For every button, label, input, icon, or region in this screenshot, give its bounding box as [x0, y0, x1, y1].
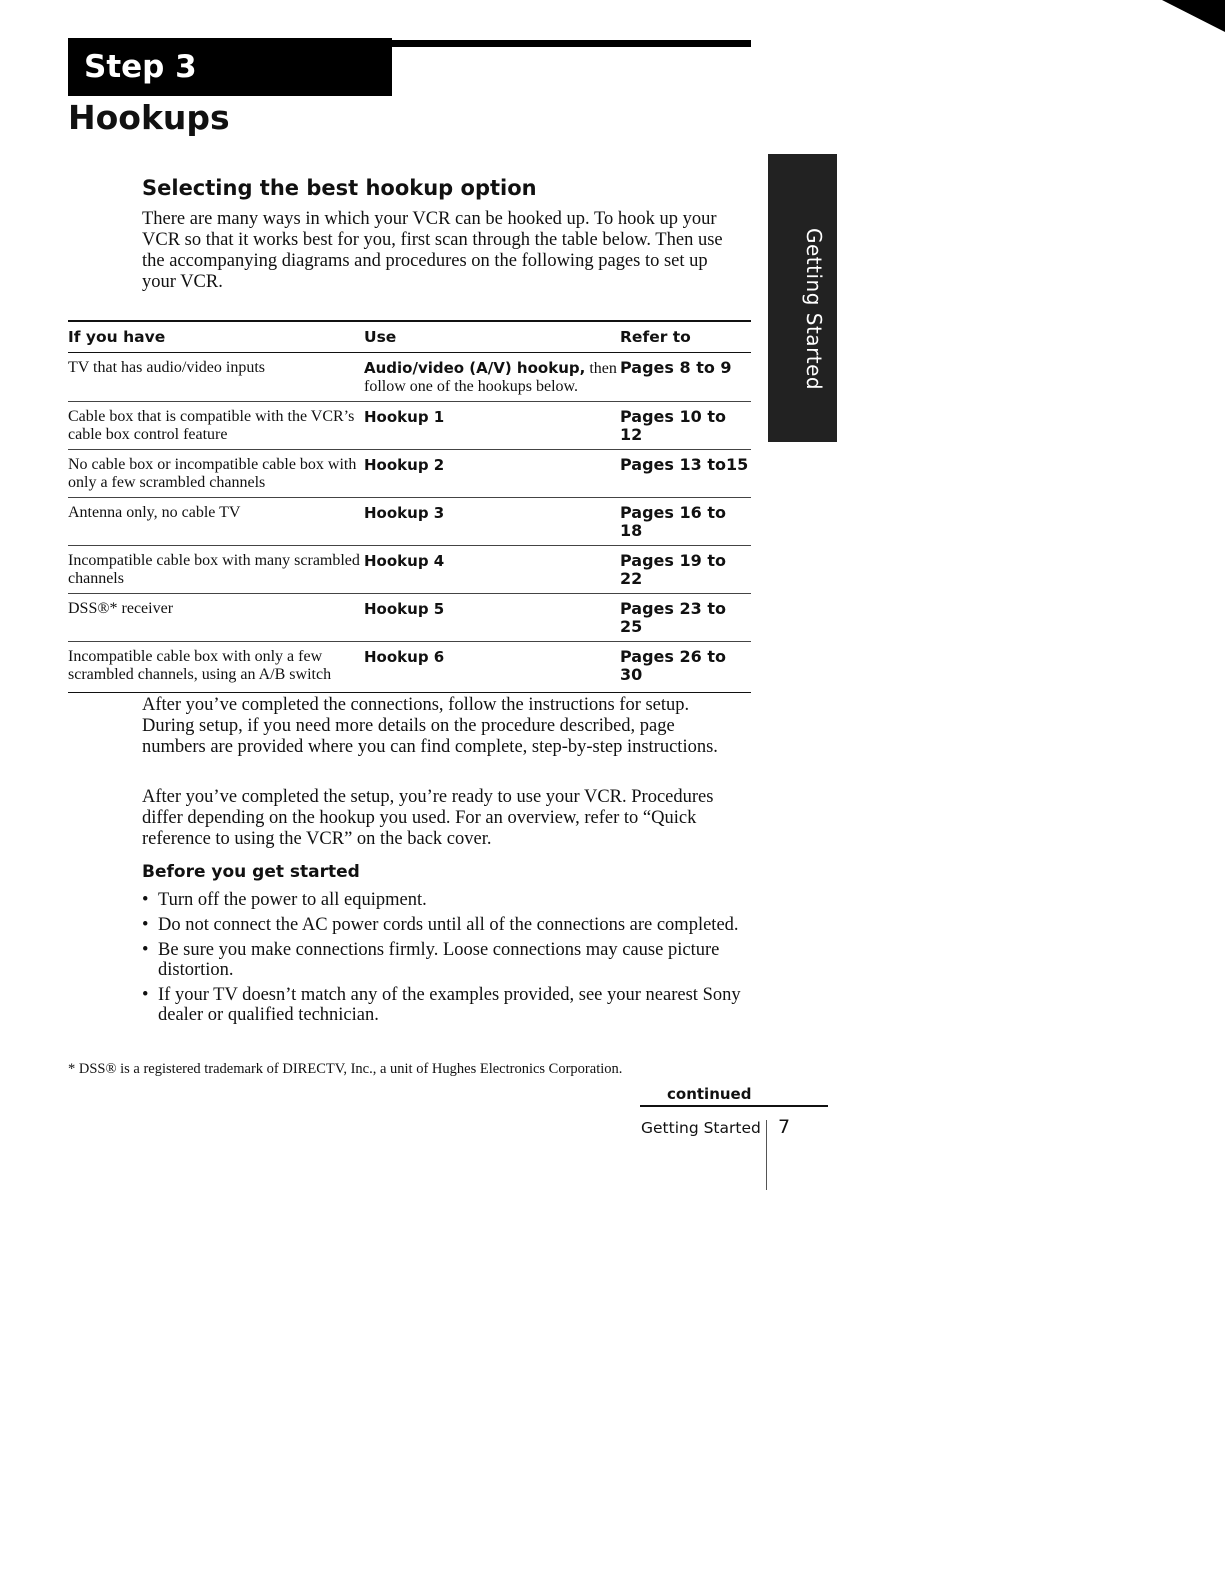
continued-label: continued — [667, 1085, 752, 1103]
use-cell — [364, 546, 620, 594]
use-bold-text: Audio/video (A/V) hookup, — [364, 359, 586, 377]
use-cell — [364, 498, 620, 546]
header-refer-to: Refer to — [620, 321, 751, 353]
list-item-text: Do not connect the AC power cords until all of the connections are completed. — [158, 915, 739, 935]
use-bold-text: Hookup 6 — [364, 648, 445, 666]
use-bold-text: Hookup 1 — [364, 408, 445, 426]
bullet-icon: • — [142, 940, 149, 960]
use-bold-text: Hookup 3 — [364, 504, 445, 522]
use-bold-text: Hookup 2 — [364, 456, 445, 474]
header-use: Use — [364, 321, 620, 353]
hookup-table — [68, 320, 751, 693]
before-you-start-heading: Before you get started — [142, 862, 360, 882]
after-setup-paragraph: After you’ve completed the setup, you’re ready to use your VCR. Procedures differ depending on the hookup you used. For an overview, refer to “Quick reference to using the VCR” on the back cover. — [142, 787, 714, 849]
use-bold-text: Hookup 5 — [364, 600, 445, 618]
use-cell — [364, 642, 620, 693]
table-row — [68, 546, 751, 594]
have-cell: Antenna only, no cable TV — [68, 498, 364, 546]
precautions-list — [142, 890, 742, 1030]
table-row — [68, 353, 751, 402]
table-row — [68, 450, 751, 498]
list-item-text: Turn off the power to all equipment. — [158, 890, 427, 910]
have-cell: TV that has audio/video inputs — [68, 353, 364, 402]
refer-cell: Pages 26 to 30 — [620, 642, 751, 693]
list-item — [142, 940, 742, 980]
table-row — [68, 594, 751, 642]
corner-mark — [1162, 0, 1225, 32]
table-row — [68, 498, 751, 546]
step-label: Step 3 — [68, 38, 392, 96]
list-item — [142, 915, 742, 935]
footer-section-name: Getting Started — [641, 1119, 761, 1137]
bullet-icon: • — [142, 915, 149, 935]
have-cell: Incompatible cable box with only a few scrambled channels, using an A/B switch — [68, 642, 364, 693]
table-row — [68, 642, 751, 693]
have-cell: DSS®* receiver — [68, 594, 364, 642]
have-cell: Cable box that is compatible with the VCR’s cable box control feature — [68, 402, 364, 450]
page-title: Hookups — [68, 98, 230, 137]
use-rest-text: then follow one of the hookups below. — [364, 360, 617, 395]
list-item-text: If your TV doesn’t match any of the examples provided, see your nearest Sony dealer or qualified technician. — [158, 985, 741, 1025]
side-tab — [768, 154, 837, 442]
list-item — [142, 985, 742, 1025]
use-cell — [364, 450, 620, 498]
use-bold-text: Hookup 4 — [364, 552, 445, 570]
table-row — [68, 402, 751, 450]
refer-cell: Pages 19 to 22 — [620, 546, 751, 594]
side-tab-label: Getting Started — [802, 228, 826, 391]
page-number: 7 — [778, 1116, 791, 1138]
refer-cell: Pages 16 to 18 — [620, 498, 751, 546]
refer-cell: Pages 8 to 9 — [620, 353, 751, 402]
list-item-text: Be sure you make connections firmly. Loose connections may cause picture distortion. — [158, 940, 720, 980]
use-cell — [364, 594, 620, 642]
use-cell — [364, 353, 620, 402]
bullet-icon: • — [142, 985, 149, 1005]
table-header-row — [68, 321, 751, 353]
after-connections-paragraph: After you’ve completed the connections, follow the instructions for setup. During setup, if you need more details on the procedure described, page numbers are provided where you can find complete, step-by-step instructions. — [142, 695, 718, 757]
have-cell: Incompatible cable box with many scrambled channels — [68, 546, 364, 594]
have-cell: No cable box or incompatible cable box with only a few scrambled channels — [68, 450, 364, 498]
intro-paragraph: There are many ways in which your VCR can be hooked up. To hook up your VCR so that it works best for you, first scan through the table below. Then use the accompanying diagrams and procedures on the following pages to set up your VCR. — [142, 209, 723, 292]
refer-cell: Pages 10 to 12 — [620, 402, 751, 450]
header-if-you-have: If you have — [68, 321, 364, 353]
refer-cell: Pages 23 to 25 — [620, 594, 751, 642]
footer-divider — [766, 1120, 767, 1190]
refer-cell: Pages 13 to15 — [620, 450, 751, 498]
continued-rule — [640, 1105, 828, 1107]
section-heading: Selecting the best hookup option — [142, 176, 537, 200]
list-item — [142, 890, 742, 910]
use-cell — [364, 402, 620, 450]
bullet-icon: • — [142, 890, 149, 910]
trademark-footnote: * DSS® is a registered trademark of DIRECTV, Inc., a unit of Hughes Electronics Corporation. — [68, 1061, 623, 1077]
